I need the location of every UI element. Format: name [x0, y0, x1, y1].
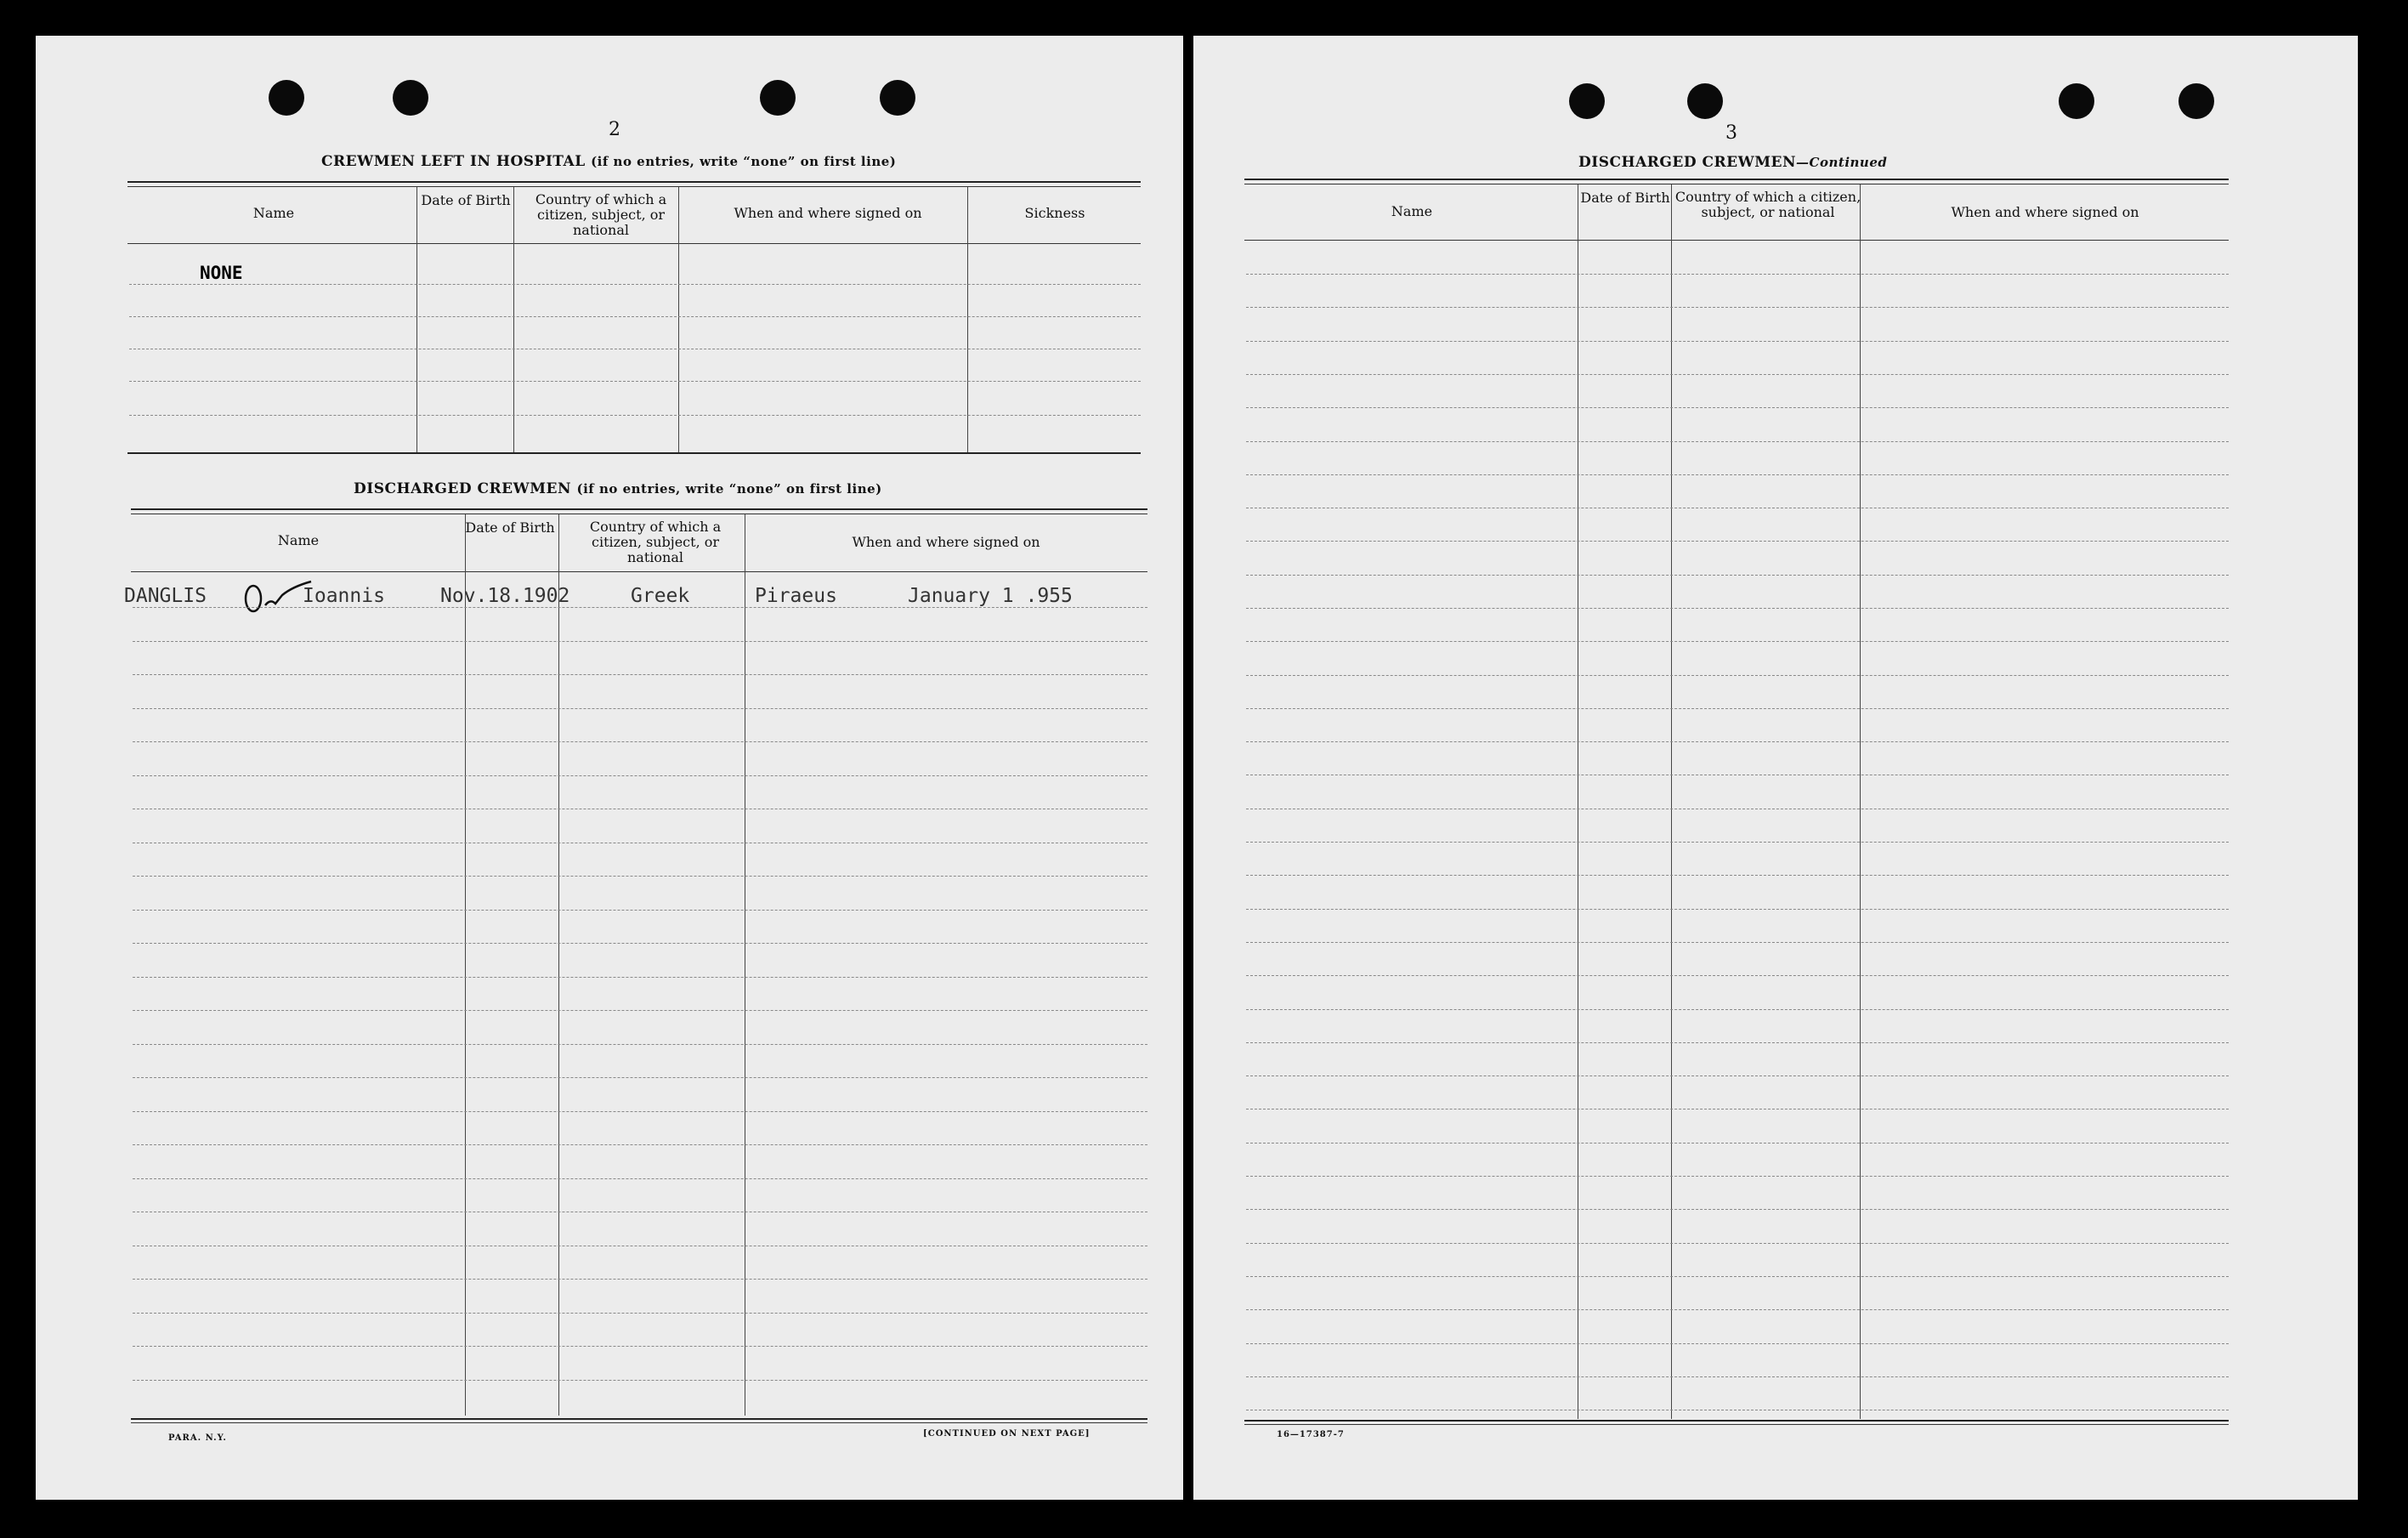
table-bottom-rule [1244, 1420, 2229, 1422]
entry-line [1246, 1109, 2229, 1110]
column-header-signed-on: When and where signed on [1951, 204, 2139, 220]
entry-line [1246, 1009, 2229, 1010]
column-header-country: Country of which a citizen, subject, or national [589, 519, 722, 565]
entry-line [1246, 741, 2229, 742]
entry-line [133, 607, 1147, 608]
continued-note: [CONTINUED ON NEXT PAGE] [923, 1429, 1091, 1439]
entry-line [133, 674, 1147, 675]
discharged-signed-on-date: January 1 .955 [908, 585, 1073, 607]
table-top-rule [1244, 179, 2229, 180]
entry-line [1246, 374, 2229, 375]
column-divider [1671, 184, 1672, 1419]
discharged-section-title [354, 480, 882, 497]
table-bottom-rule [1244, 1424, 2229, 1425]
entry-line [1246, 407, 2229, 408]
column-header-signed-on: When and where signed on [734, 205, 922, 221]
entry-line [133, 1178, 1147, 1179]
column-header-sickness: Sickness [1024, 205, 1085, 221]
hospital-title-note: (if no entries, write “none” on first line) [591, 154, 897, 169]
entry-line [1246, 842, 2229, 843]
entry-line [129, 415, 1141, 416]
column-header-country: Country of which a citizen, subject, or national [1674, 189, 1861, 220]
column-header-signed-on: When and where signed on [852, 534, 1040, 550]
entry-line [133, 641, 1147, 642]
entry-line [1246, 441, 2229, 442]
hospital-section-title [321, 153, 896, 170]
column-header-name: Name [252, 205, 295, 221]
punch-hole [880, 80, 915, 116]
entry-line [1246, 307, 2229, 308]
column-divider [465, 514, 466, 1416]
entry-line [133, 910, 1147, 911]
entry-line [1246, 975, 2229, 976]
header-bottom-rule [1244, 240, 2229, 241]
column-divider [678, 187, 679, 452]
entry-line [1246, 675, 2229, 676]
right-page [1193, 36, 2358, 1500]
punch-hole [1687, 83, 1723, 119]
column-header-country: Country of which a citizen, subject, or national [535, 191, 667, 238]
entry-line [1246, 1209, 2229, 1210]
header-bottom-rule [127, 243, 1141, 244]
form-number: 16—17387-7 [1277, 1430, 1345, 1439]
entry-line [1246, 575, 2229, 576]
entry-line [133, 1044, 1147, 1045]
printer-imprint: PARA. N.Y. [168, 1433, 227, 1443]
entry-line [1246, 1243, 2229, 1244]
column-header-name: Name [277, 532, 320, 548]
entry-line [1246, 875, 2229, 876]
page-number: 2 [609, 119, 620, 140]
discharged-signed-on-place: Piraeus [755, 585, 837, 607]
column-divider [416, 187, 417, 452]
punch-hole [2179, 83, 2214, 119]
entry-line [1246, 341, 2229, 342]
entry-line [133, 775, 1147, 776]
entry-line [1246, 942, 2229, 943]
entry-line [133, 1380, 1147, 1381]
entry-line [1246, 541, 2229, 542]
column-header-name: Name [1391, 203, 1433, 219]
punch-hole [269, 80, 304, 116]
entry-line [133, 1313, 1147, 1314]
entry-line [1246, 608, 2229, 609]
discharged-date-of-birth: Nov.18.1902 [440, 585, 570, 607]
column-header-date-of-birth: Date of Birth [421, 192, 511, 208]
discharged-country: Greek [631, 585, 690, 607]
entry-line [133, 1077, 1147, 1078]
continued-suffix: —Continued [1796, 155, 1888, 170]
discharged-title-text: DISCHARGED CREWMEN [354, 480, 572, 497]
punch-hole [393, 80, 428, 116]
entry-line [133, 741, 1147, 742]
entry-line [133, 876, 1147, 877]
entry-line [1246, 1176, 2229, 1177]
entry-line [1246, 1276, 2229, 1277]
column-header-date-of-birth: Date of Birth [465, 519, 555, 536]
table-top-rule [131, 508, 1147, 510]
discharged-given-name: Ioannis [303, 585, 385, 607]
column-divider [558, 514, 559, 1416]
table-bottom-rule [127, 452, 1141, 454]
entry-line [133, 1279, 1147, 1280]
discharged-continued-title [1578, 154, 1887, 171]
entry-line [1246, 1143, 2229, 1144]
table-top-rule [127, 186, 1141, 187]
discharged-surname: DANGLIS [124, 585, 207, 607]
entry-line [1246, 1075, 2229, 1076]
table-bottom-rule [131, 1422, 1147, 1423]
column-divider [967, 187, 968, 452]
entry-line [129, 381, 1141, 382]
entry-line [1246, 1309, 2229, 1310]
discharged-title-note: (if no entries, write “none” on first line) [576, 481, 882, 497]
entry-line [1246, 274, 2229, 275]
entry-line [133, 1346, 1147, 1347]
table-bottom-rule [131, 1418, 1147, 1420]
column-divider [513, 187, 514, 452]
entry-line [1246, 1343, 2229, 1344]
entry-line [1246, 474, 2229, 475]
entry-line [133, 1144, 1147, 1145]
left-page [36, 36, 1183, 1500]
entry-line [1246, 1042, 2229, 1043]
hospital-title-text: CREWMEN LEFT IN HOSPITAL [321, 153, 586, 170]
entry-line [133, 977, 1147, 978]
entry-line [1246, 641, 2229, 642]
table-top-rule [127, 181, 1141, 183]
column-header-date-of-birth: Date of Birth [1580, 190, 1670, 206]
discharged-title-text: DISCHARGED CREWMEN [1578, 154, 1797, 171]
page-number: 3 [1725, 122, 1737, 144]
entry-line [129, 284, 1141, 285]
entry-line [129, 316, 1141, 317]
entry-line [133, 943, 1147, 944]
column-divider [1860, 184, 1861, 1419]
hospital-entry-none: NONE [200, 263, 243, 283]
entry-line [1246, 1376, 2229, 1377]
punch-hole [2059, 83, 2094, 119]
entry-line [133, 1111, 1147, 1112]
entry-line [1246, 708, 2229, 709]
entry-line [1246, 909, 2229, 910]
header-bottom-rule [131, 571, 1147, 572]
entry-line [133, 708, 1147, 709]
entry-line [133, 1010, 1147, 1011]
punch-hole [1569, 83, 1605, 119]
punch-hole [760, 80, 796, 116]
